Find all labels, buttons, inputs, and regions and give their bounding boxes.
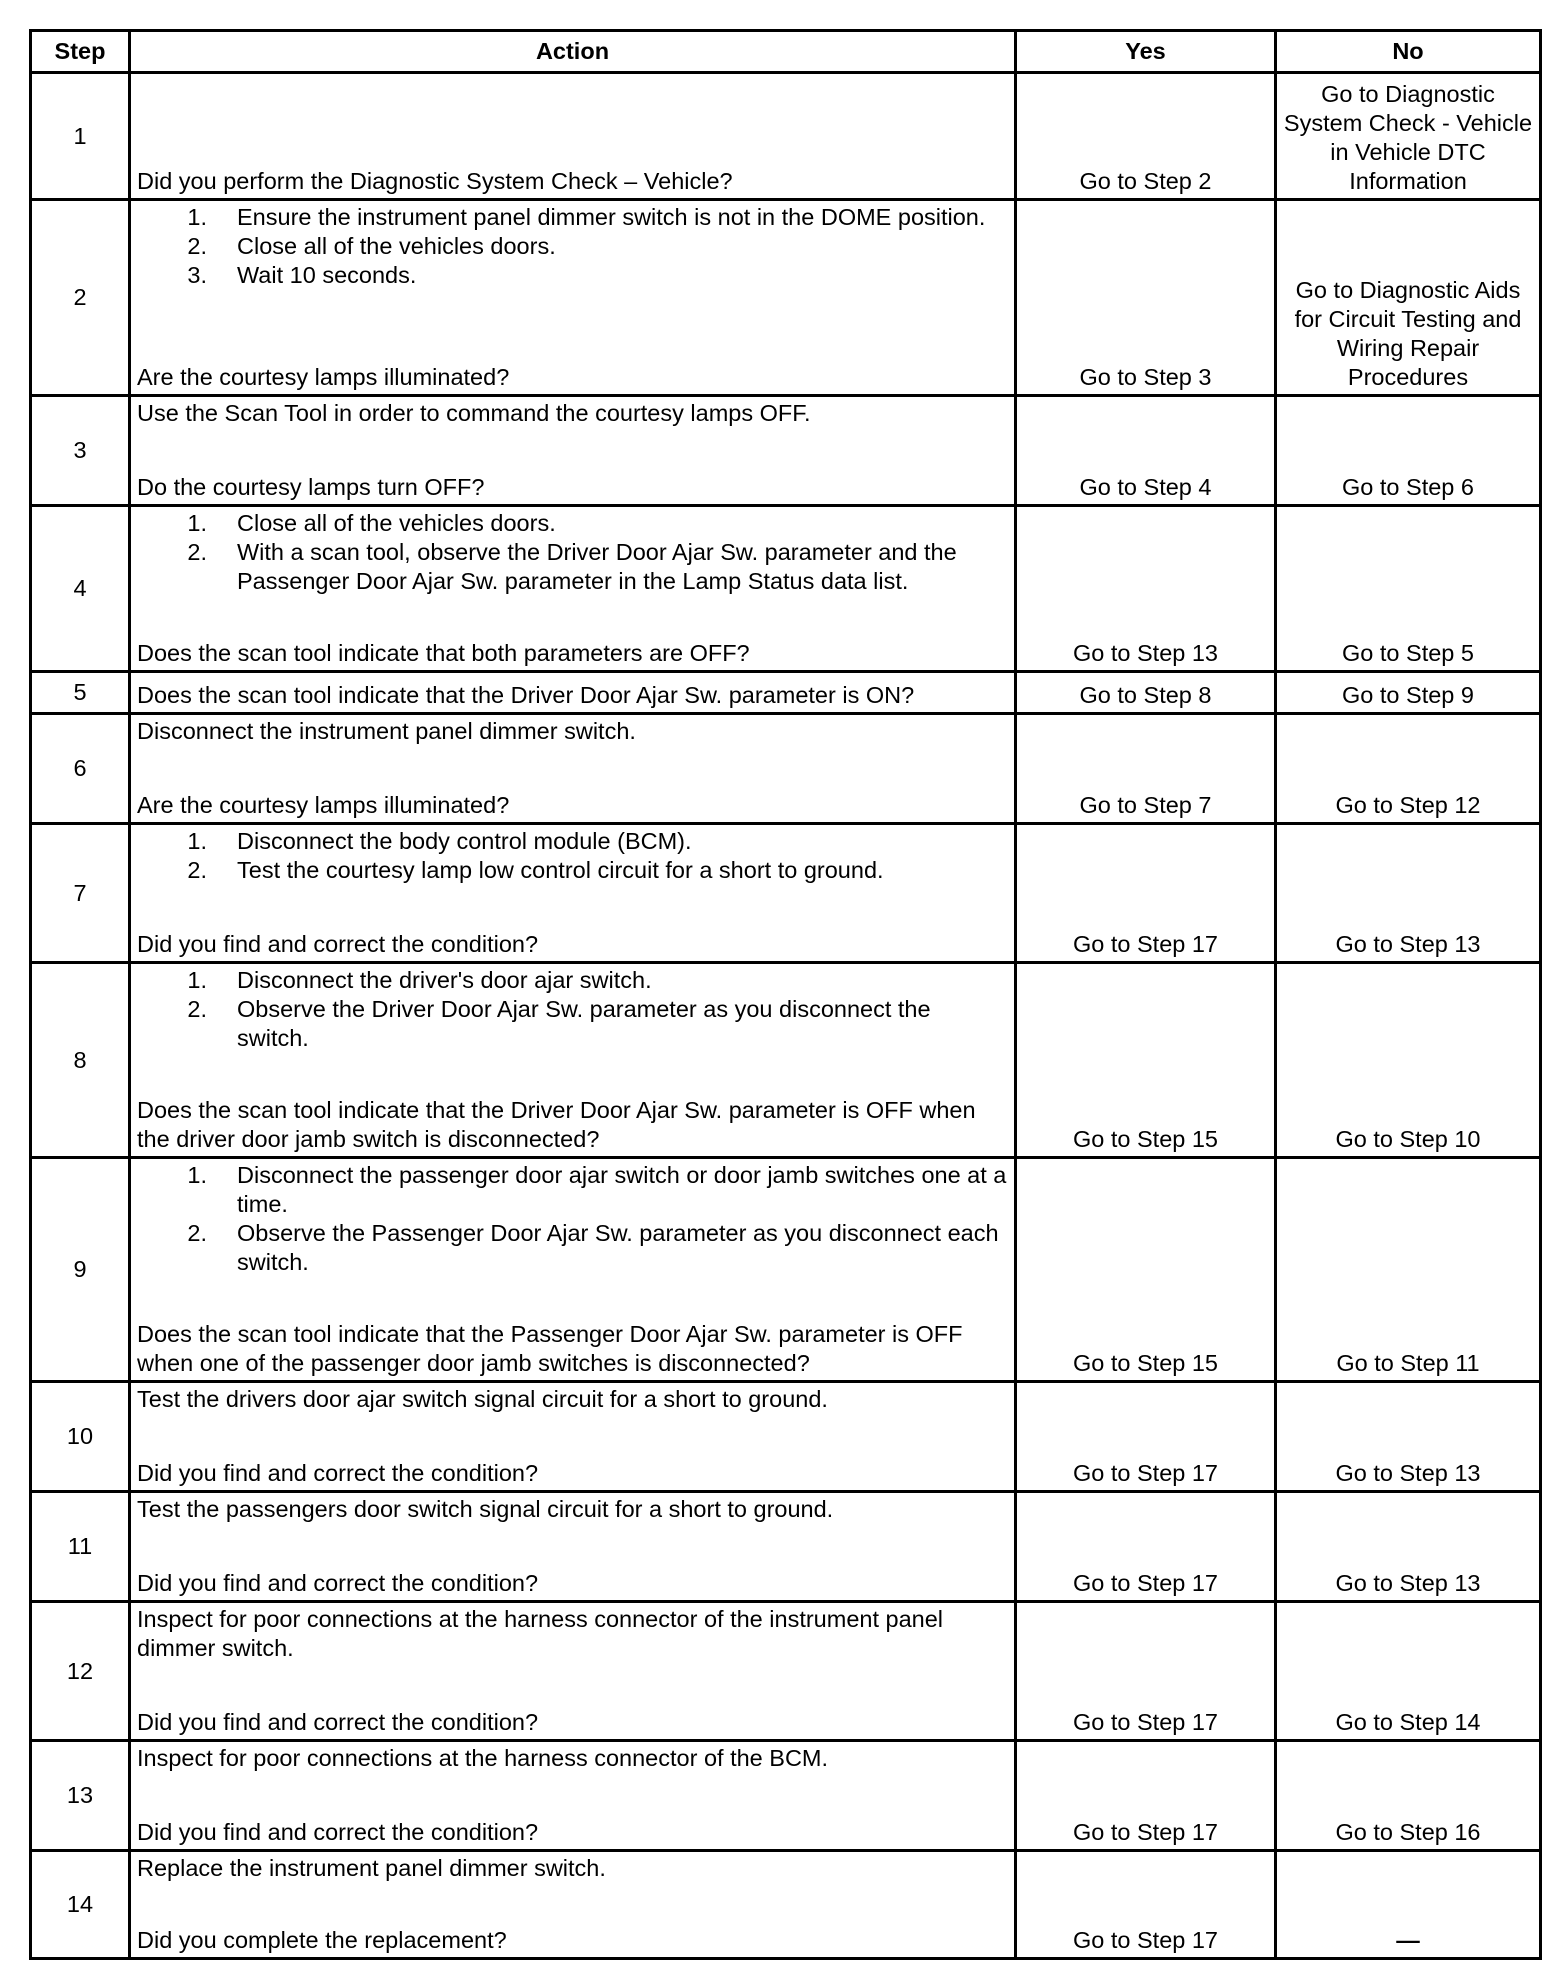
yes-result: Go to Step 13 [1016,506,1276,672]
action-step-number: 1. [187,828,207,854]
step-number: 6 [31,714,130,824]
action-content [131,201,1014,394]
yes-result: Go to Step 4 [1016,396,1276,506]
yes-result: Go to Step 17 [1016,1492,1276,1602]
action-step-number: 2. [187,1220,207,1246]
action-content [131,673,1014,712]
action-step-number: 2. [187,539,207,565]
step-number: 11 [31,1492,130,1602]
action-step-text: Close all of the vehicles doors. [237,510,556,536]
action-step-text: Test the courtesy lamp low control circuit for a short to ground. [237,857,884,883]
no-result: Go to Step 10 [1276,963,1541,1158]
action-question: Are the courtesy lamps illuminated? [137,364,510,390]
yes-result: Go to Step 17 [1016,1602,1276,1741]
no-result: Go to Step 13 [1276,1492,1541,1602]
action-question: Did you find and correct the condition? [137,1570,539,1596]
step-number: 10 [31,1382,130,1492]
table-row [31,200,1541,396]
action-step-text: Close all of the vehicles doors. [237,233,556,259]
action-instructions [137,1385,1008,1414]
action-intro: Inspect for poor connections at the harness connector of the instrument panel dimmer switch. [137,1606,944,1661]
header-step: Step [31,31,130,73]
no-result: Go to Diagnostic Aids for Circuit Testing and Wiring Repair Procedures [1276,200,1541,396]
action-instructions [137,399,1008,428]
action-steps-list [137,966,1008,1053]
yes-result: Go to Step 17 [1016,1851,1276,1959]
header-no: No [1276,31,1541,73]
action-step-item [137,261,1008,290]
yes-result: Go to Step 8 [1016,672,1276,714]
header-row [31,31,1541,73]
yes-result: Go to Step 15 [1016,1158,1276,1382]
action-step-item [137,966,1008,995]
action-intro: Disconnect the instrument panel dimmer switch. [137,718,636,744]
action-content [131,1603,1014,1739]
header-action: Action [130,31,1016,73]
action-step-text: Ensure the instrument panel dimmer switch is not in the DOME position. [237,204,986,230]
action-instructions [137,1605,1008,1663]
action-steps-list [137,827,1008,885]
action-cell [130,1602,1016,1741]
action-step-item [137,232,1008,261]
table-row [31,1382,1541,1492]
table-row [31,1158,1541,1382]
action-content [131,1493,1014,1600]
action-instructions [137,1854,1008,1883]
table-row [31,1851,1541,1959]
action-step-number: 2. [187,996,207,1022]
action-step-number: 1. [187,967,207,993]
step-number: 8 [31,963,130,1158]
action-instructions [137,827,1008,885]
step-number: 5 [31,672,130,714]
action-question: Does the scan tool indicate that the Driver Door Ajar Sw. parameter is ON? [137,682,915,708]
action-question: Does the scan tool indicate that both parameters are OFF? [137,640,750,666]
action-intro: Inspect for poor connections at the harness connector of the BCM. [137,1745,829,1771]
action-question: Do the courtesy lamps turn OFF? [137,474,485,500]
yes-result: Go to Step 17 [1016,824,1276,963]
step-number: 14 [31,1851,130,1959]
action-question: Did you perform the Diagnostic System Check – Vehicle? [137,168,733,194]
action-steps-list [137,509,1008,596]
action-step-item [137,995,1008,1053]
action-step-item [137,509,1008,538]
action-cell [130,1158,1016,1382]
no-result: Go to Step 13 [1276,824,1541,963]
action-step-number: 2. [187,233,207,259]
step-number: 13 [31,1741,130,1851]
action-step-number: 2. [187,857,207,883]
table-row [31,714,1541,824]
action-content [131,1159,1014,1380]
table-row [31,672,1541,714]
action-cell [130,506,1016,672]
action-question: Does the scan tool indicate that the Passenger Door Ajar Sw. parameter is OFF when one of the passenger door jamb switches is disconnected? [137,1321,963,1376]
action-content [131,1742,1014,1849]
action-instructions [137,1744,1008,1773]
action-step-item [137,856,1008,885]
action-question: Did you find and correct the condition? [137,1819,539,1845]
action-cell [130,1851,1016,1959]
no-result: Go to Step 11 [1276,1158,1541,1382]
action-cell [130,672,1016,714]
action-step-number: 1. [187,510,207,536]
action-content [131,507,1014,670]
action-instructions [137,203,1008,290]
no-result: Go to Step 16 [1276,1741,1541,1851]
action-steps-list [137,1161,1008,1277]
action-step-number: 3. [187,262,207,288]
action-question: Did you find and correct the condition? [137,1460,539,1486]
table-row [31,963,1541,1158]
action-content [131,715,1014,822]
action-intro: Replace the instrument panel dimmer switch. [137,1855,606,1881]
action-cell [130,200,1016,396]
table-row [31,506,1541,672]
yes-result: Go to Step 15 [1016,963,1276,1158]
action-step-item [137,1219,1008,1277]
action-content [131,397,1014,504]
action-cell [130,1492,1016,1602]
action-cell [130,1382,1016,1492]
diagnostic-table [29,29,1542,1960]
action-content [131,964,1014,1156]
action-content [131,1383,1014,1490]
action-cell [130,396,1016,506]
action-step-text: Disconnect the passenger door ajar switch or door jamb switches one at a time. [237,1162,1007,1217]
step-number: 9 [31,1158,130,1382]
action-step-item [137,827,1008,856]
action-step-text: With a scan tool, observe the Driver Door Ajar Sw. parameter and the Passenger Door Ajar Sw. parameter in the Lamp Status data list. [237,539,957,594]
action-step-number: 1. [187,204,207,230]
table-row [31,73,1541,200]
action-cell [130,824,1016,963]
action-instructions [137,509,1008,596]
no-result: Go to Step 9 [1276,672,1541,714]
action-question: Did you find and correct the condition? [137,931,539,957]
step-number: 4 [31,506,130,672]
yes-result: Go to Step 17 [1016,1382,1276,1492]
table-row [31,824,1541,963]
header-yes: Yes [1016,31,1276,73]
action-intro: Test the drivers door ajar switch signal circuit for a short to ground. [137,1386,828,1412]
action-step-text: Observe the Passenger Door Ajar Sw. parameter as you disconnect each switch. [237,1220,999,1275]
action-instructions [137,717,1008,746]
action-step-text: Wait 10 seconds. [237,262,417,288]
no-result: Go to Step 6 [1276,396,1541,506]
no-result: — [1276,1851,1541,1959]
action-instructions [137,1161,1008,1277]
action-step-text: Disconnect the driver's door ajar switch. [237,967,652,993]
step-number: 2 [31,200,130,396]
action-instructions [137,1495,1008,1524]
action-question: Are the courtesy lamps illuminated? [137,792,510,818]
action-instructions [137,966,1008,1053]
no-result: Go to Step 14 [1276,1602,1541,1741]
yes-result: Go to Step 17 [1016,1741,1276,1851]
action-steps-list [137,203,1008,290]
step-number: 7 [31,824,130,963]
action-question: Does the scan tool indicate that the Driver Door Ajar Sw. parameter is OFF when the driver door jamb switch is disconnected? [137,1097,976,1152]
yes-result: Go to Step 2 [1016,73,1276,200]
no-result: Go to Step 5 [1276,506,1541,672]
table-row [31,1492,1541,1602]
step-number: 3 [31,396,130,506]
action-content [131,74,1014,198]
table-row [31,1741,1541,1851]
action-step-item [137,538,1008,596]
step-number: 12 [31,1602,130,1741]
action-cell [130,73,1016,200]
action-question: Did you complete the replacement? [137,1927,507,1953]
yes-result: Go to Step 7 [1016,714,1276,824]
action-step-text: Observe the Driver Door Ajar Sw. parameter as you disconnect the switch. [237,996,931,1051]
no-result: Go to Diagnostic System Check - Vehicle in Vehicle DTC Information [1276,73,1541,200]
step-number: 1 [31,73,130,200]
action-intro: Use the Scan Tool in order to command the courtesy lamps OFF. [137,400,811,426]
action-cell [130,1741,1016,1851]
action-step-number: 1. [187,1162,207,1188]
no-result: Go to Step 12 [1276,714,1541,824]
action-step-item [137,1161,1008,1219]
table-row [31,1602,1541,1741]
yes-result: Go to Step 3 [1016,200,1276,396]
action-step-item [137,203,1008,232]
action-cell [130,714,1016,824]
action-intro: Test the passengers door switch signal circuit for a short to ground. [137,1496,834,1522]
table-row [31,396,1541,506]
action-content [131,825,1014,961]
no-result: Go to Step 13 [1276,1382,1541,1492]
action-cell [130,963,1016,1158]
action-content [131,1852,1014,1957]
action-step-text: Disconnect the body control module (BCM). [237,828,692,854]
action-question: Did you find and correct the condition? [137,1709,539,1735]
